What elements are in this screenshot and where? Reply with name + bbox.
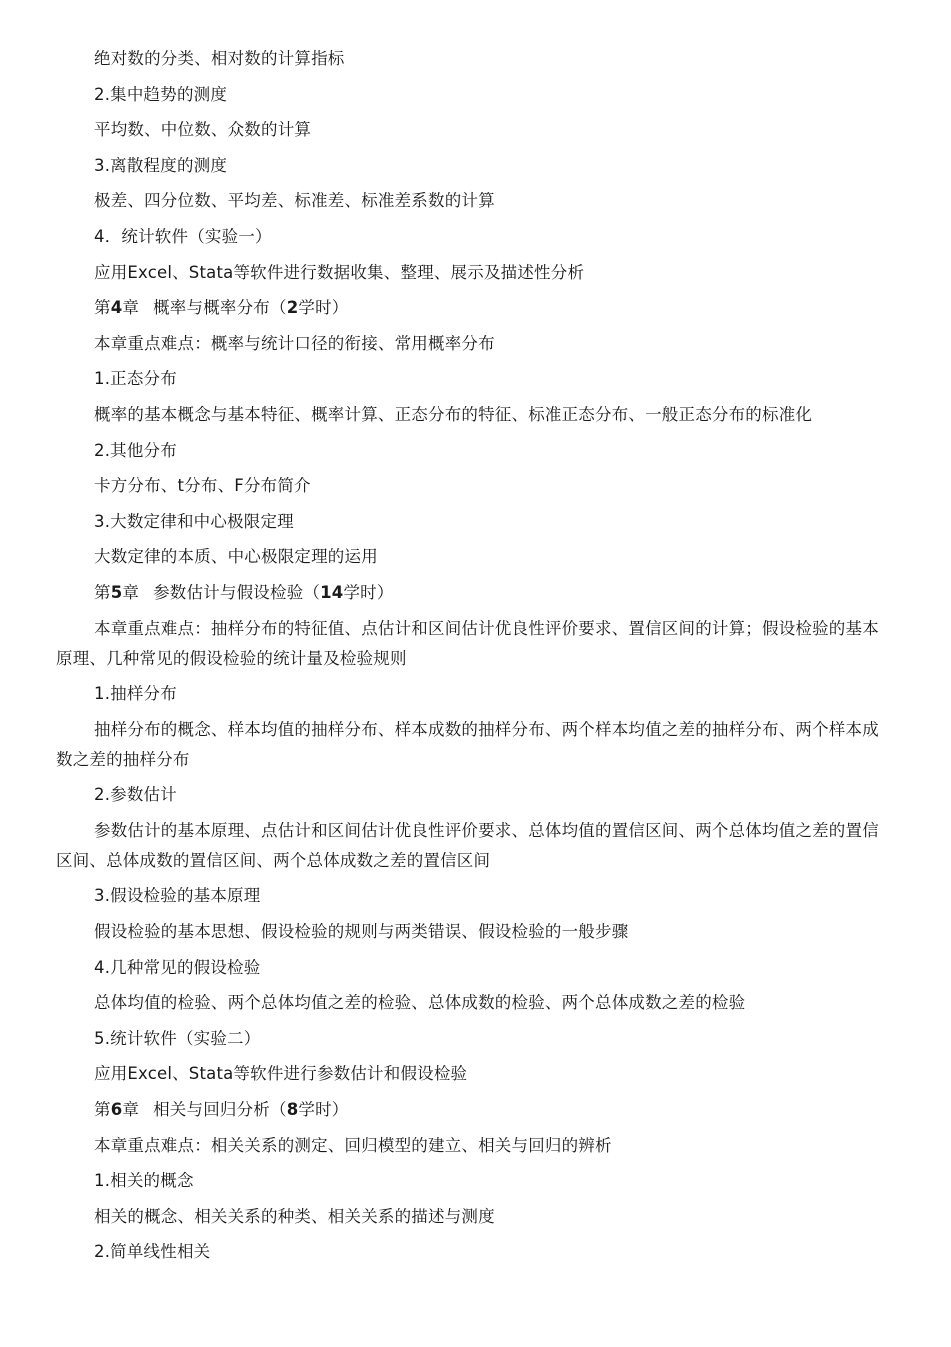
text-line: 2.参数估计 xyxy=(94,785,177,805)
chapter-number: 4 xyxy=(110,298,123,318)
text-line: 2.简单线性相关 xyxy=(94,1242,211,1262)
text-line: 应用Excel、Stata等软件进行数据收集、整理、展示及描述性分析 xyxy=(94,262,585,282)
chapter-number: 6 xyxy=(110,1100,123,1120)
body-paragraph: 抽样分布的概念、样本均值的抽样分布、样本成数的抽样分布、两个样本均值之差的抽样分布、两个样本成数之差的抽样分布 xyxy=(56,719,879,769)
text-line: 总体均值的检验、两个总体均值之差的检验、总体成数的检验、两个总体成数之差的检验 xyxy=(94,993,746,1013)
text-line: 1.相关的概念 xyxy=(94,1171,194,1191)
chapter-suffix: 学时） xyxy=(343,582,394,602)
chapter-heading xyxy=(56,296,891,320)
text-line: 3.大数定律和中心极限定理 xyxy=(94,511,294,531)
text-line: 本章重点难点：概率与统计口径的衔接、常用概率分布 xyxy=(94,333,495,353)
text-line: 3.假设检验的基本原理 xyxy=(94,886,261,906)
text-line: 相关的概念、相关关系的种类、相关关系的描述与测度 xyxy=(94,1206,495,1226)
text-line: 5.统计软件（实验二） xyxy=(94,1028,261,1048)
text-line: 3.离散程度的测度 xyxy=(94,155,228,175)
chapter-prefix: 第 xyxy=(94,1100,111,1120)
chapter-prefix: 第 xyxy=(94,582,111,602)
chapter-hours: 8 xyxy=(286,1100,299,1120)
text-line: 卡方分布、t分布、F分布简介 xyxy=(94,476,311,496)
chapter-hours: 14 xyxy=(320,582,344,602)
body-paragraph: 概率的基本概念与基本特征、概率计算、正态分布的特征、标准正态分布、一般正态分布的标准化 xyxy=(94,404,813,424)
text-line: 4.几种常见的假设检验 xyxy=(94,957,261,977)
chapter-title: 参数估计与假设检验（ xyxy=(153,582,321,602)
text-line: 2.集中趋势的测度 xyxy=(94,84,228,104)
text-line: 4．统计软件（实验一） xyxy=(94,226,272,246)
text-line: 绝对数的分类、相对数的计算指标 xyxy=(94,49,345,68)
body-paragraph: 本章重点难点：抽样分布的特征值、点估计和区间估计优良性评价要求、置信区间的计算；假设检验的基本原理、几种常见的假设检验的统计量及检验规则 xyxy=(56,618,879,668)
chapter-title: 相关与回归分析（ xyxy=(153,1100,287,1120)
chapter-prefix: 第 xyxy=(94,298,111,318)
text-line: 2.其他分布 xyxy=(94,440,177,460)
chapter-heading xyxy=(56,1098,891,1122)
chapter-title: 概率与概率分布（ xyxy=(153,298,287,318)
text-line: 极差、四分位数、平均差、标准差、标准差系数的计算 xyxy=(94,191,495,211)
chapter-label: 章 xyxy=(122,1100,140,1120)
text-line: 1.正态分布 xyxy=(94,369,177,389)
text-line: 假设检验的基本思想、假设检验的规则与两类错误、假设检验的一般步骤 xyxy=(94,922,629,942)
chapter-label: 章 xyxy=(122,582,140,602)
text-line: 平均数、中位数、众数的计算 xyxy=(94,120,312,140)
chapter-number: 5 xyxy=(110,582,123,602)
chapter-label: 章 xyxy=(122,298,140,318)
document-body xyxy=(56,47,891,1264)
body-paragraph: 参数估计的基本原理、点估计和区间估计优良性评价要求、总体均值的置信区间、两个总体均值之差的置信区间、总体成数的置信区间、两个总体成数之差的置信区间 xyxy=(56,820,879,870)
chapter-heading xyxy=(56,581,891,605)
text-line: 大数定律的本质、中心极限定理的运用 xyxy=(94,547,378,567)
chapter-suffix: 学时） xyxy=(298,298,349,318)
chapter-hours: 2 xyxy=(286,298,299,318)
text-line: 本章重点难点：相关关系的测定、回归模型的建立、相关与回归的辨析 xyxy=(94,1135,612,1155)
text-line: 应用Excel、Stata等软件进行参数估计和假设检验 xyxy=(94,1064,468,1084)
text-line: 1.抽样分布 xyxy=(94,684,177,704)
chapter-suffix: 学时） xyxy=(298,1100,349,1120)
